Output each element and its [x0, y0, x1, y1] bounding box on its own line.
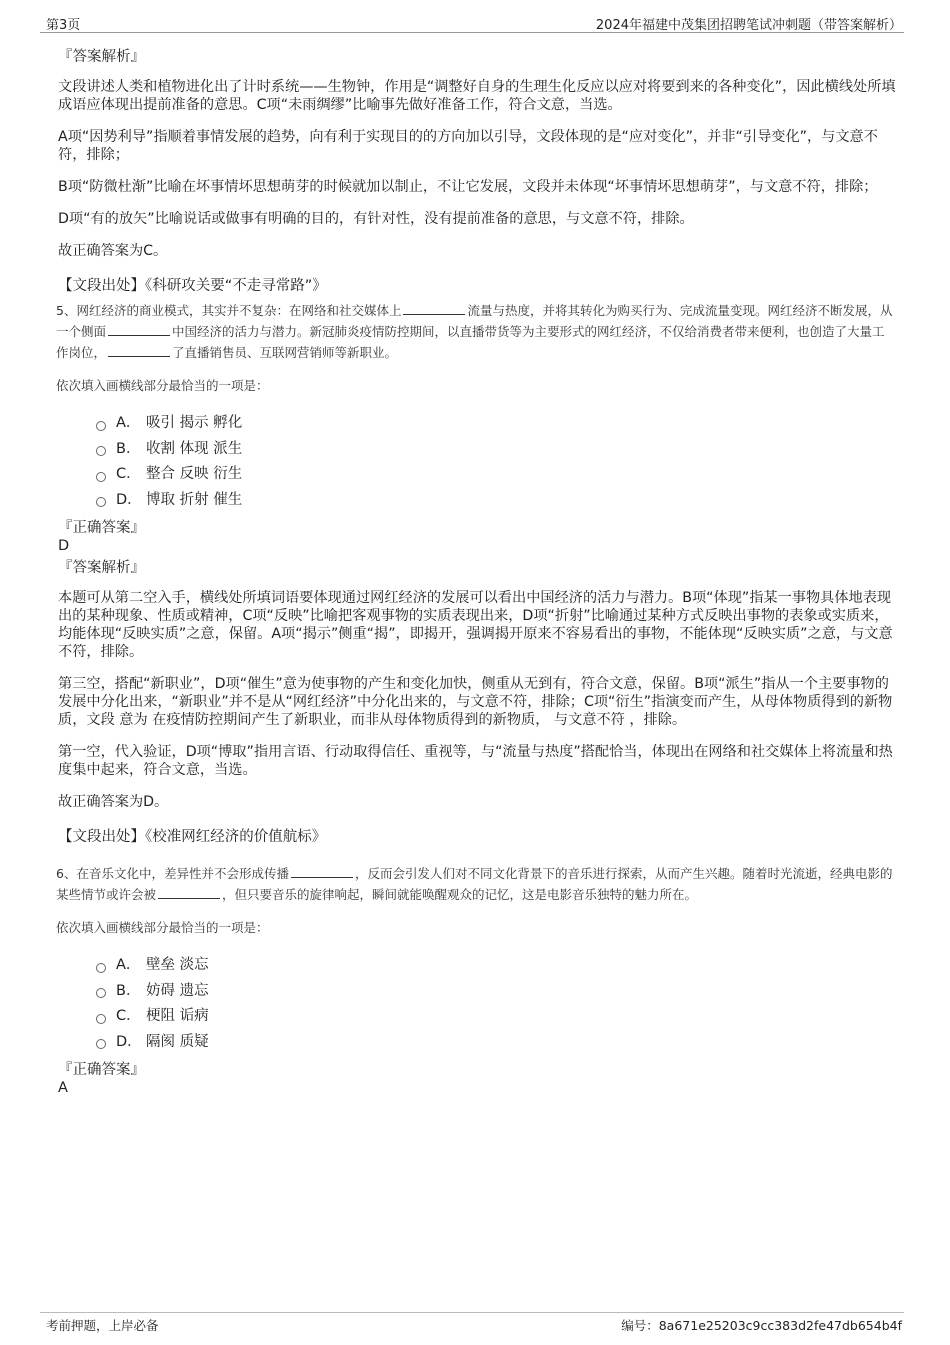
radio-icon[interactable] [96, 421, 106, 431]
radio-icon[interactable] [96, 446, 106, 456]
question-5-prompt: 依次填入画横线部分最恰当的一项是： [56, 378, 269, 393]
radio-icon[interactable] [96, 472, 106, 482]
correct-answer-heading: 『正确答案』 [58, 520, 145, 536]
option-d[interactable]: D． 博取 折射 催生 [96, 488, 896, 514]
radio-icon[interactable] [96, 1014, 106, 1024]
question-6-prompt: 依次填入画横线部分最恰当的一项是： [56, 920, 269, 935]
answer-conclusion: 故正确答案为C。 [58, 243, 168, 259]
radio-icon[interactable] [96, 988, 106, 998]
blank-line [108, 323, 170, 336]
option-a[interactable]: A． 吸引 揭示 孵化 [96, 411, 896, 437]
footer-slogan: 考前押题，上岸必备 [46, 1318, 159, 1333]
radio-icon[interactable] [96, 963, 106, 973]
question-5-stem: 5、网红经济的商业模式，其实并不复杂：在网络和社交媒体上 流量与热度，并将其转化为购买行为、完成流量变现。网红经济不断发展，从一个侧面 中国经济的活力与潜力。新冠肺炎疫情防控期间，以直播带货等为主要形式的网红经济，不仅给消费者带来便利，也创造了大量工作岗位， 了直播销售员、互联网营销师等新职业。 [56, 303, 893, 360]
correct-answer: D [58, 538, 70, 554]
option-d[interactable]: D． 隔阂 质疑 [96, 1030, 896, 1056]
analysis-paragraph: A项“因势利导”指顺着事情发展的趋势，向有利于实现目的的方向加以引导，文段体现的是“应对变化”，并非“引导变化”，与文意不符，排除； [58, 129, 878, 163]
analysis-paragraph: 文段讲述人类和植物进化出了计时系统——生物钟，作用是“调整好自身的生理生化反应以应对将要到来的各种变化”，因此横线处所填成语应体现出提前准备的意思。C项“未雨绸缪”比喻事先做好准备工作，符合文意，当选。 [58, 79, 896, 113]
question-6-options [96, 953, 896, 1055]
passage-source: 【文段出处】《科研攻关要“不走寻常路”》 [58, 278, 327, 294]
option-b[interactable]: B． 收割 体现 派生 [96, 437, 896, 463]
option-c[interactable]: C． 整合 反映 衍生 [96, 462, 896, 488]
document-id: 编号：8a671e25203c9cc383d2fe47db654b4f [621, 1318, 902, 1333]
blank-line [108, 344, 170, 357]
analysis-paragraph: 本题可从第二空入手，横线处所填词语要体现通过网红经济的发展可以看出中国经济的活力与潜力。B项“体现”指某一事物具体地表现出的某种现象、性质或精神，C项“反映”比喻把客观事物的实质表现出来，D项“折射”比喻通过某种方式反映出事物的表象或实质来，均能体现“反映实质”之意，保留。A项“揭示”侧重“揭”，即揭开，强调揭开原来不容易看出的事物，不能体现“反映实质”之意，与文意不符，排除。 [58, 590, 893, 660]
passage-source: 【文段出处】《校准网红经济的价值航标》 [58, 829, 327, 845]
analysis-paragraph: 第一空，代入验证，D项“博取”指用言语、行动取得信任、重视等，与“流量与热度”搭配恰当，体现出在网络和社交媒体上将流量和热度集中起来，符合文意，当选。 [58, 744, 893, 778]
analysis-paragraph: 第三空，搭配“新职业”，D项“催生”意为使事物的产生和变化加快，侧重从无到有，符合文意，保留。B项“派生”指从一个主要事物的发展中分化出来，“新职业”并不是从“网红经济”中分化出来的，与文意不符，排除；C项“衍生”指演变而产生，从母体物质得到的新物质，文段 意为 在疫情防控期间产生了新职业，而非从母体物质得到的新物质， 与文意不符 ，排除。 [58, 676, 893, 728]
question-6-stem: 6、在音乐文化中，差异性并不会形成传播 ，反而会引发人们对不同文化背景下的音乐进行探索，从而产生兴趣。随着时光流逝，经典电影的某些情节或许会被 ，但只要音乐的旋律响起，瞬间就能唤醒观众的记忆，这是电影音乐独特的魅力所在。 [56, 866, 893, 902]
page-number: 第3页 [46, 18, 81, 33]
analysis-paragraph: B项“防微杜渐”比喻在坏事情坏思想萌芽的时候就加以制止，不让它发展，文段并未体现“坏事情坏思想萌芽”，与文意不符，排除； [58, 179, 878, 195]
analysis-paragraph: D项“有的放矢”比喻说话或做事有明确的目的，有针对性，没有提前准备的意思，与文意不符，排除。 [58, 211, 694, 227]
radio-icon[interactable] [96, 497, 106, 507]
correct-answer-heading: 『正确答案』 [58, 1062, 145, 1078]
option-a[interactable]: A． 壁垒 淡忘 [96, 953, 896, 979]
page-header [40, 12, 904, 33]
blank-line [403, 302, 465, 315]
page-content [56, 46, 896, 1097]
blank-line [291, 865, 353, 878]
answer-conclusion: 故正确答案为D。 [58, 794, 169, 810]
option-c[interactable]: C． 梗阻 诟病 [96, 1004, 896, 1030]
page-footer [40, 1312, 904, 1335]
blank-line [158, 886, 220, 899]
analysis-heading: 『答案解析』 [58, 49, 145, 65]
radio-icon[interactable] [96, 1039, 106, 1049]
option-b[interactable]: B． 妨碍 遗忘 [96, 979, 896, 1005]
correct-answer: A [58, 1080, 68, 1096]
document-title: 2024年福建中茂集团招聘笔试冲刺题（带答案解析） [595, 18, 902, 33]
analysis-heading: 『答案解析』 [58, 560, 145, 576]
question-5-options [96, 411, 896, 513]
